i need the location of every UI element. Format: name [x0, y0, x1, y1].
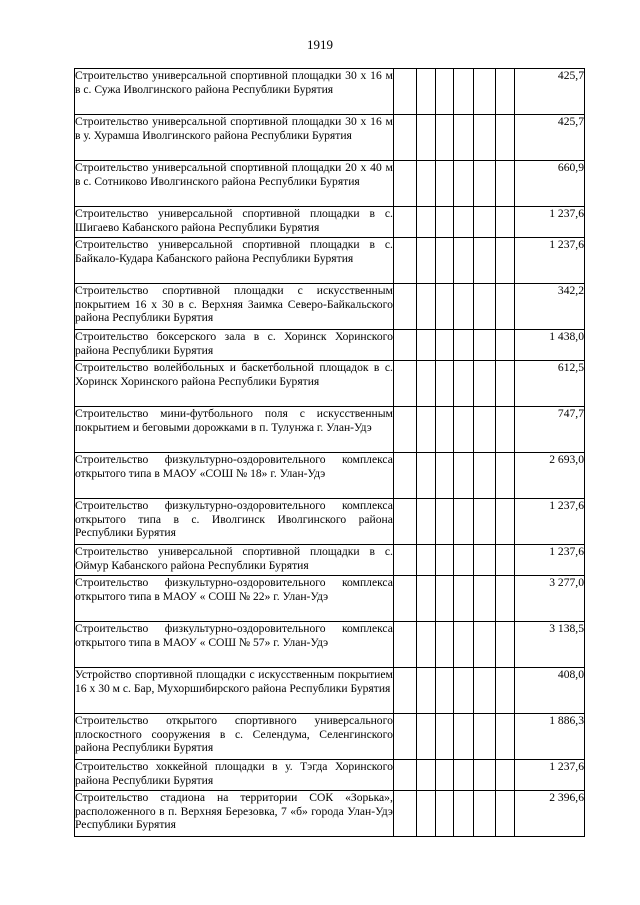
empty-code-cell-6 — [495, 622, 515, 668]
table-row — [75, 668, 585, 714]
empty-code-cell-3 — [436, 407, 454, 453]
empty-code-cell-3 — [436, 622, 454, 668]
table-row — [75, 499, 585, 545]
empty-code-cell-1 — [393, 622, 416, 668]
object-name-cell — [75, 545, 394, 576]
object-name-cell — [75, 115, 394, 161]
object-name-cell — [75, 69, 394, 115]
object-name-cell — [75, 330, 394, 361]
empty-code-cell-6 — [495, 453, 515, 499]
amount-cell: 342,2 — [515, 284, 585, 330]
object-name-text: Строительство открытого спортивного универсального плоскостного сооружения в с. Селендума, Селенгинского района Республики Бурятия — [75, 714, 393, 755]
empty-code-cell-1 — [393, 453, 416, 499]
empty-code-cell-4 — [454, 760, 474, 791]
empty-code-cell-2 — [416, 499, 436, 545]
empty-code-cell-5 — [473, 714, 495, 760]
empty-code-cell-3 — [436, 453, 454, 499]
amount-cell: 408,0 — [515, 668, 585, 714]
table-row — [75, 361, 585, 407]
empty-code-cell-4 — [454, 499, 474, 545]
empty-code-cell-3 — [436, 330, 454, 361]
object-name-cell — [75, 714, 394, 760]
object-name-cell — [75, 760, 394, 791]
object-name-cell — [75, 668, 394, 714]
empty-code-cell-4 — [454, 714, 474, 760]
empty-code-cell-1 — [393, 330, 416, 361]
object-name-cell — [75, 622, 394, 668]
empty-code-cell-5 — [473, 791, 495, 837]
object-name-text: Строительство универсальной спортивной площадки в с. Оймур Кабанского района Республики Бурятия — [75, 545, 393, 572]
empty-code-cell-3 — [436, 115, 454, 161]
empty-code-cell-2 — [416, 330, 436, 361]
empty-code-cell-3 — [436, 760, 454, 791]
empty-code-cell-2 — [416, 453, 436, 499]
empty-code-cell-6 — [495, 238, 515, 284]
table-row — [75, 760, 585, 791]
amount-cell: 1 237,6 — [515, 207, 585, 238]
amount-cell: 660,9 — [515, 161, 585, 207]
empty-code-cell-6 — [495, 714, 515, 760]
budget-table-body — [75, 69, 585, 837]
empty-code-cell-2 — [416, 668, 436, 714]
empty-code-cell-5 — [473, 361, 495, 407]
amount-cell: 1 438,0 — [515, 330, 585, 361]
empty-code-cell-6 — [495, 407, 515, 453]
amount-cell: 3 277,0 — [515, 576, 585, 622]
object-name-text: Строительство спортивной площадки с искусственным покрытием 16 х 30 в с. Верхняя Заимка Северо-Байкальского района Республики Бурятия — [75, 284, 393, 325]
empty-code-cell-3 — [436, 499, 454, 545]
object-name-text: Строительство физкультурно-оздоровительного комплекса открытого типа в МАОУ «СОШ № 18» г. Улан-Удэ — [75, 453, 393, 480]
empty-code-cell-3 — [436, 207, 454, 238]
amount-cell: 2 693,0 — [515, 453, 585, 499]
empty-code-cell-6 — [495, 161, 515, 207]
object-name-cell — [75, 407, 394, 453]
object-name-cell — [75, 453, 394, 499]
object-name-text: Строительство универсальной спортивной площадки 20 х 40 м в с. Сотниково Иволгинского района Республики Бурятия — [75, 161, 393, 188]
empty-code-cell-1 — [393, 668, 416, 714]
empty-code-cell-1 — [393, 499, 416, 545]
empty-code-cell-4 — [454, 407, 474, 453]
amount-cell: 612,5 — [515, 361, 585, 407]
amount-cell: 747,7 — [515, 407, 585, 453]
empty-code-cell-3 — [436, 714, 454, 760]
empty-code-cell-3 — [436, 361, 454, 407]
object-name-text: Строительство физкультурно-оздоровительного комплекса открытого типа в с. Иволгинск Иволгинского района Республики Бурятия — [75, 499, 393, 540]
object-name-cell — [75, 361, 394, 407]
empty-code-cell-4 — [454, 453, 474, 499]
empty-code-cell-2 — [416, 576, 436, 622]
empty-code-cell-3 — [436, 238, 454, 284]
empty-code-cell-4 — [454, 161, 474, 207]
table-row — [75, 791, 585, 837]
empty-code-cell-5 — [473, 668, 495, 714]
empty-code-cell-6 — [495, 69, 515, 115]
object-name-text: Строительство волейбольных и баскетбольной площадок в с. Хоринск Хоринского района Республики Бурятия — [75, 361, 393, 388]
empty-code-cell-6 — [495, 760, 515, 791]
object-name-text: Строительство универсальной спортивной площадки 30 х 16 м в у. Хурамша Иволгинского района Республики Бурятия — [75, 115, 393, 142]
amount-cell: 1 237,6 — [515, 499, 585, 545]
empty-code-cell-1 — [393, 760, 416, 791]
empty-code-cell-5 — [473, 576, 495, 622]
table-row — [75, 161, 585, 207]
table-row — [75, 622, 585, 668]
empty-code-cell-5 — [473, 161, 495, 207]
empty-code-cell-5 — [473, 284, 495, 330]
empty-code-cell-1 — [393, 361, 416, 407]
table-row — [75, 69, 585, 115]
amount-cell: 3 138,5 — [515, 622, 585, 668]
object-name-cell — [75, 791, 394, 837]
empty-code-cell-3 — [436, 69, 454, 115]
empty-code-cell-4 — [454, 576, 474, 622]
object-name-text: Строительство универсальной спортивной площадки в с. Байкало-Кудара Кабанского района Республики Бурятия — [75, 238, 393, 265]
empty-code-cell-3 — [436, 284, 454, 330]
empty-code-cell-5 — [473, 407, 495, 453]
empty-code-cell-2 — [416, 361, 436, 407]
empty-code-cell-5 — [473, 499, 495, 545]
empty-code-cell-2 — [416, 407, 436, 453]
object-name-cell — [75, 499, 394, 545]
object-name-cell — [75, 161, 394, 207]
empty-code-cell-4 — [454, 361, 474, 407]
empty-code-cell-6 — [495, 545, 515, 576]
object-name-text: Строительство стадиона на территории СОК «Зорька», расположенного в п. Верхняя Березовка, 7 «б» города Улан-Удэ Республики Бурятия — [75, 791, 393, 832]
object-name-text: Устройство спортивной площадки с искусственным покрытием 16 х 30 м с. Бар, Мухоршибирского района Республики Бурятия — [75, 668, 393, 695]
page-number: 1919 — [307, 37, 333, 52]
empty-code-cell-4 — [454, 330, 474, 361]
empty-code-cell-1 — [393, 207, 416, 238]
empty-code-cell-1 — [393, 407, 416, 453]
empty-code-cell-2 — [416, 622, 436, 668]
empty-code-cell-6 — [495, 361, 515, 407]
object-name-cell — [75, 284, 394, 330]
empty-code-cell-6 — [495, 115, 515, 161]
empty-code-cell-6 — [495, 330, 515, 361]
object-name-text: Строительство боксерского зала в с. Хоринск Хоринского района Республики Бурятия — [75, 330, 393, 357]
empty-code-cell-4 — [454, 238, 474, 284]
empty-code-cell-5 — [473, 545, 495, 576]
empty-code-cell-1 — [393, 115, 416, 161]
amount-cell: 1 237,6 — [515, 760, 585, 791]
empty-code-cell-2 — [416, 545, 436, 576]
table-row — [75, 453, 585, 499]
empty-code-cell-5 — [473, 207, 495, 238]
empty-code-cell-5 — [473, 760, 495, 791]
table-row — [75, 407, 585, 453]
amount-cell: 425,7 — [515, 69, 585, 115]
table-row — [75, 284, 585, 330]
table-row — [75, 576, 585, 622]
object-name-cell — [75, 576, 394, 622]
empty-code-cell-2 — [416, 238, 436, 284]
empty-code-cell-3 — [436, 545, 454, 576]
empty-code-cell-2 — [416, 69, 436, 115]
empty-code-cell-4 — [454, 791, 474, 837]
empty-code-cell-3 — [436, 791, 454, 837]
amount-cell: 1 237,6 — [515, 238, 585, 284]
empty-code-cell-4 — [454, 69, 474, 115]
empty-code-cell-5 — [473, 69, 495, 115]
table-row — [75, 330, 585, 361]
table-row — [75, 238, 585, 284]
empty-code-cell-2 — [416, 714, 436, 760]
object-name-cell — [75, 207, 394, 238]
empty-code-cell-6 — [495, 284, 515, 330]
empty-code-cell-4 — [454, 207, 474, 238]
table-row — [75, 207, 585, 238]
empty-code-cell-1 — [393, 69, 416, 115]
empty-code-cell-6 — [495, 207, 515, 238]
empty-code-cell-5 — [473, 330, 495, 361]
empty-code-cell-1 — [393, 161, 416, 207]
amount-cell: 1 237,6 — [515, 545, 585, 576]
table-row — [75, 545, 585, 576]
empty-code-cell-1 — [393, 714, 416, 760]
empty-code-cell-5 — [473, 115, 495, 161]
empty-code-cell-1 — [393, 545, 416, 576]
empty-code-cell-5 — [473, 622, 495, 668]
empty-code-cell-2 — [416, 284, 436, 330]
object-name-cell — [75, 238, 394, 284]
empty-code-cell-2 — [416, 791, 436, 837]
object-name-text: Строительство универсальной спортивной площадки 30 х 16 м в с. Сужа Иволгинского района Республики Бурятия — [75, 69, 393, 96]
table-row — [75, 115, 585, 161]
empty-code-cell-1 — [393, 284, 416, 330]
empty-code-cell-4 — [454, 622, 474, 668]
empty-code-cell-3 — [436, 161, 454, 207]
empty-code-cell-1 — [393, 238, 416, 284]
object-name-text: Строительство физкультурно-оздоровительного комплекса открытого типа в МАОУ « СОШ № 57» г. Улан-Удэ — [75, 622, 393, 649]
object-name-text: Строительство мини-футбольного поля с искусственным покрытием и беговыми дорожками в п. Тулунжа г. Улан-Удэ — [75, 407, 393, 434]
empty-code-cell-2 — [416, 207, 436, 238]
empty-code-cell-6 — [495, 576, 515, 622]
empty-code-cell-1 — [393, 576, 416, 622]
empty-code-cell-5 — [473, 453, 495, 499]
object-name-text: Строительство физкультурно-оздоровительного комплекса открытого типа в МАОУ « СОШ № 22» г. Улан-Удэ — [75, 576, 393, 603]
amount-cell: 1 886,3 — [515, 714, 585, 760]
amount-cell: 2 396,6 — [515, 791, 585, 837]
empty-code-cell-2 — [416, 161, 436, 207]
budget-table — [74, 68, 585, 837]
object-name-text: Строительство хоккейной площадки в у. Тэгда Хоринского района Республики Бурятия — [75, 760, 393, 787]
empty-code-cell-1 — [393, 791, 416, 837]
empty-code-cell-4 — [454, 668, 474, 714]
empty-code-cell-3 — [436, 576, 454, 622]
empty-code-cell-3 — [436, 668, 454, 714]
empty-code-cell-2 — [416, 760, 436, 791]
empty-code-cell-4 — [454, 284, 474, 330]
empty-code-cell-6 — [495, 791, 515, 837]
table-row — [75, 714, 585, 760]
empty-code-cell-5 — [473, 238, 495, 284]
object-name-text: Строительство универсальной спортивной площадки в с. Шигаево Кабанского района Республики Бурятия — [75, 207, 393, 234]
empty-code-cell-6 — [495, 668, 515, 714]
empty-code-cell-4 — [454, 115, 474, 161]
empty-code-cell-2 — [416, 115, 436, 161]
empty-code-cell-6 — [495, 499, 515, 545]
empty-code-cell-4 — [454, 545, 474, 576]
amount-cell: 425,7 — [515, 115, 585, 161]
